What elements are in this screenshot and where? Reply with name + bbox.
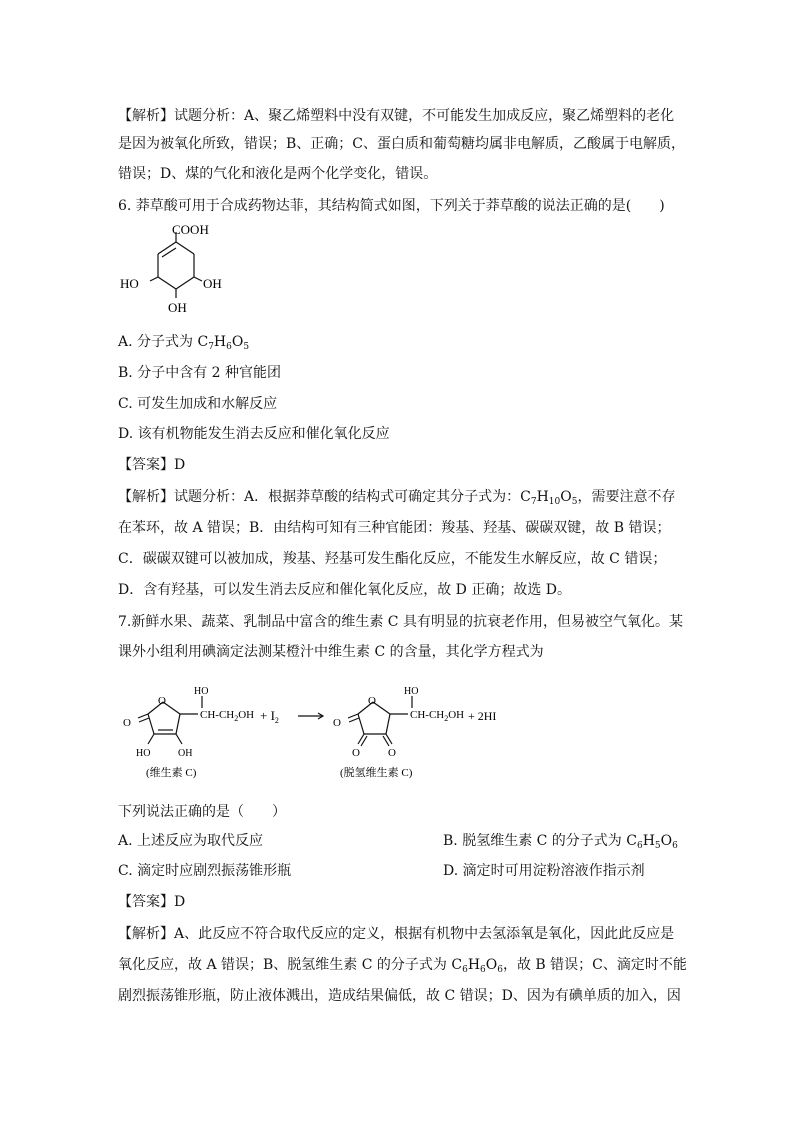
option-c: C. 可发生加成和水解反应 [118, 396, 278, 412]
svg-text:O: O [352, 747, 360, 759]
analysis-line: 【解析】试题分析：A、聚乙烯塑料中没有双键，不可能发生加成反应，聚乙烯塑料的老化 [118, 108, 675, 124]
oh-bottom-label: OH [168, 300, 187, 315]
shikimic-acid-structure [110, 222, 250, 322]
svg-text:O: O [158, 695, 166, 707]
svg-text:HO: HO [194, 686, 209, 697]
svg-text:HO: HO [404, 686, 419, 697]
cooh-label: COOH [172, 222, 209, 237]
question-7-stem: 7.新鲜水果、蔬菜、乳制品中富含的维生素 C 具有明显的抗衰老作用，但易被空气氧化。某 [118, 614, 683, 630]
svg-text:O: O [368, 695, 376, 707]
question-7-prompt: 下列说法正确的是（ ） [118, 804, 286, 820]
svg-text:O: O [333, 717, 341, 729]
svg-text:O: O [123, 717, 131, 729]
analysis-line: D．含有羟基，可以发生消去反应和催化氧化反应，故 D 正确；故选 D。 [118, 582, 572, 598]
option-a: A. 上述反应为取代反应 [118, 833, 264, 849]
option-b: B. 分子中含有 2 种官能团 [118, 365, 281, 381]
svg-text:CH-CH2OH: $CH-CH_2OH$ [200, 709, 255, 723]
option-d: D. 滴定时可用淀粉溶液作指示剂 [443, 863, 645, 879]
option-a: A. 分子式为 $C_7H_6O_5$ [118, 334, 250, 352]
dehydro-vitamin-c-label: (脱氢维生素 C) [340, 767, 413, 779]
vitamin-c-reaction [118, 680, 638, 785]
oh-right-label: OH [203, 276, 222, 291]
svg-text:CH-CH2OH: $CH-CH_2OH$ [410, 709, 465, 723]
analysis-line: 剧烈振荡锥形瓶，防止液体溅出，造成结果偏低，故 C 错误；D、因为有碘单质的加入，因 [118, 988, 681, 1004]
option-b: B. 脱氢维生素 C 的分子式为 $C_6H_5O_6$ [443, 833, 678, 851]
analysis-line: C．碳碳双键可以被加成，羧基、羟基可发生酯化反应，不能发生水解反应，故 C 错误； [118, 551, 667, 567]
option-d: D. 该有机物能发生消去反应和催化氧化反应 [118, 426, 390, 442]
analysis-line: 氧化反应，故 A 错误；B、脱氢维生素 C 的分子式为 $C_6H_6O_6$，故 B 错误；C、滴定时不能 [118, 957, 687, 975]
analysis-line: 【解析】A、此反应不符合取代反应的定义，根据有机物中去氢添氧是氧化，因此此反应是 [118, 926, 675, 942]
svg-text:OH: OH [178, 748, 193, 759]
answer-label: 【答案】D [118, 894, 186, 910]
analysis-line: 是因为被氧化所致，错误；B、正确；C、蛋白质和葡萄糖均属非电解质，乙酸属于电解质， [118, 136, 685, 152]
option-c: C. 滴定时应剧烈振荡锥形瓶 [118, 863, 292, 879]
vitamin-c-label: (维生素 C) [146, 767, 197, 779]
analysis-line: 【解析】试题分析：A．根据莽草酸的结构式可确定其分子式为：$C_7H_{10}O_5$，需要注意不存 [118, 489, 676, 507]
question-6-stem: 6. 莽草酸可用于合成药物达菲，其结构简式如图，下列关于莽草酸的说法正确的是( ) [118, 198, 665, 214]
svg-text:+ I2: + $I_2$ [260, 708, 279, 725]
svg-text:+ 2HI: + 2HI [468, 709, 497, 723]
ho-left-label: HO [120, 276, 139, 291]
analysis-line: 错误；D、煤的气化和液化是两个化学变化，错误。 [118, 166, 438, 182]
question-7-stem: 课外小组利用碘滴定法测某橙汁中维生素 C 的含量，其化学方程式为 [118, 644, 544, 660]
svg-text:O: O [388, 747, 396, 759]
analysis-line: 在苯环，故 A 错误；B．由结构可知有三种官能团：羧基、羟基、碳碳双键，故 B 错误； [118, 520, 671, 536]
svg-text:HO: HO [136, 748, 151, 759]
answer-label: 【答案】D [118, 457, 186, 473]
